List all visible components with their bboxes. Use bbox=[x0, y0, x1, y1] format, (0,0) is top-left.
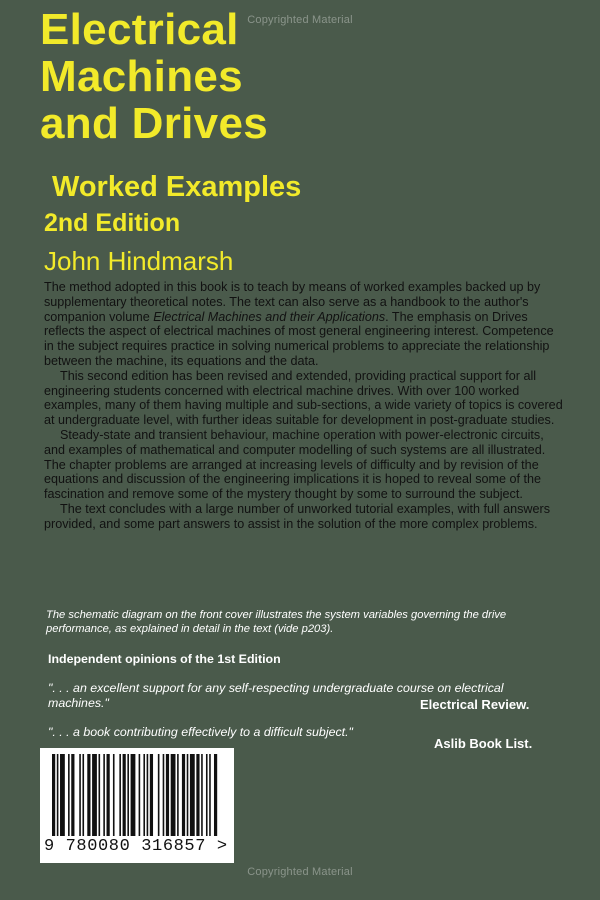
barcode-bars bbox=[52, 754, 222, 836]
book-author: John Hindmarsh bbox=[44, 246, 234, 276]
blurb-paragraph-2: This second edition has been revised and extended, providing practical support for all engineering students concerned with electrical machine drives. With over 100 worked examples, many of them having multiple and sub-sections, a wide variety of topics is covered at undergraduate level, with further ideas suitable for development in post-graduate studies. bbox=[44, 368, 563, 428]
review-quote-2: ". . . a book contributing effectively to a difficult subject." bbox=[48, 725, 353, 739]
barcode-digits: 9 780080 316857 > bbox=[44, 837, 228, 856]
watermark-top: Copyrighted Material bbox=[247, 14, 353, 26]
review-source-1: Electrical Review. bbox=[420, 697, 530, 712]
blurb-paragraph-4: The text concludes with a large number of unworked tutorial examples, with full answers provided, and some part answers to assist in the solution of the more complex problems. bbox=[44, 501, 550, 531]
blurb-p1-start: The method adopted in this book is to teach by means of worked examples backed up by supplementary theoretical notes. The text can also serve as a handbook to the author's companion volume bbox=[44, 280, 541, 324]
blurb-paragraph-3: Steady-state and transient behaviour, machine operation with power-electronic circuits, and examples of mathematical and computer modelling of such systems are all illustrated. The chapter problems are arranged at increasing levels of difficulty and by revision of the equations and discussion of the engineering implications it is hoped to reveal some of the fascination and remove some of the mystery thought by some to surround the subject. bbox=[44, 427, 546, 502]
watermark-bottom: Copyrighted Material bbox=[247, 866, 353, 878]
book-edition: 2nd Edition bbox=[44, 209, 181, 237]
title-line-1: Electrical bbox=[40, 5, 239, 54]
book-title bbox=[40, 6, 268, 147]
title-line-2: Machines bbox=[40, 52, 243, 101]
title-line-3: and Drives bbox=[40, 99, 268, 148]
blurb-paragraph-1 bbox=[44, 280, 564, 369]
review-source-2: Aslib Book List. bbox=[434, 736, 533, 751]
book-subtitle: Worked Examples bbox=[52, 171, 302, 203]
blurb-p1-end: . The emphasis on Drives reflects the aspect of electrical machines of most general engineering interest. Competence in the subject requires practice in solving numerical problems to appreciate the relationship between the machine, its equations and the data. bbox=[44, 309, 554, 368]
cover-diagram-note: The schematic diagram on the front cover illustrates the system variables governing the drive performance, as explained in detail in the text (vide p203). bbox=[46, 609, 507, 635]
back-cover-blurb bbox=[44, 280, 564, 532]
review-quote-1: ". . . an excellent support for any self-respecting undergraduate course on electrical machines." bbox=[48, 681, 504, 710]
opinions-heading: Independent opinions of the 1st Edition bbox=[48, 652, 281, 666]
blurb-p1-companion-title: Electrical Machines and their Applications bbox=[153, 309, 386, 324]
isbn-barcode bbox=[40, 748, 234, 863]
